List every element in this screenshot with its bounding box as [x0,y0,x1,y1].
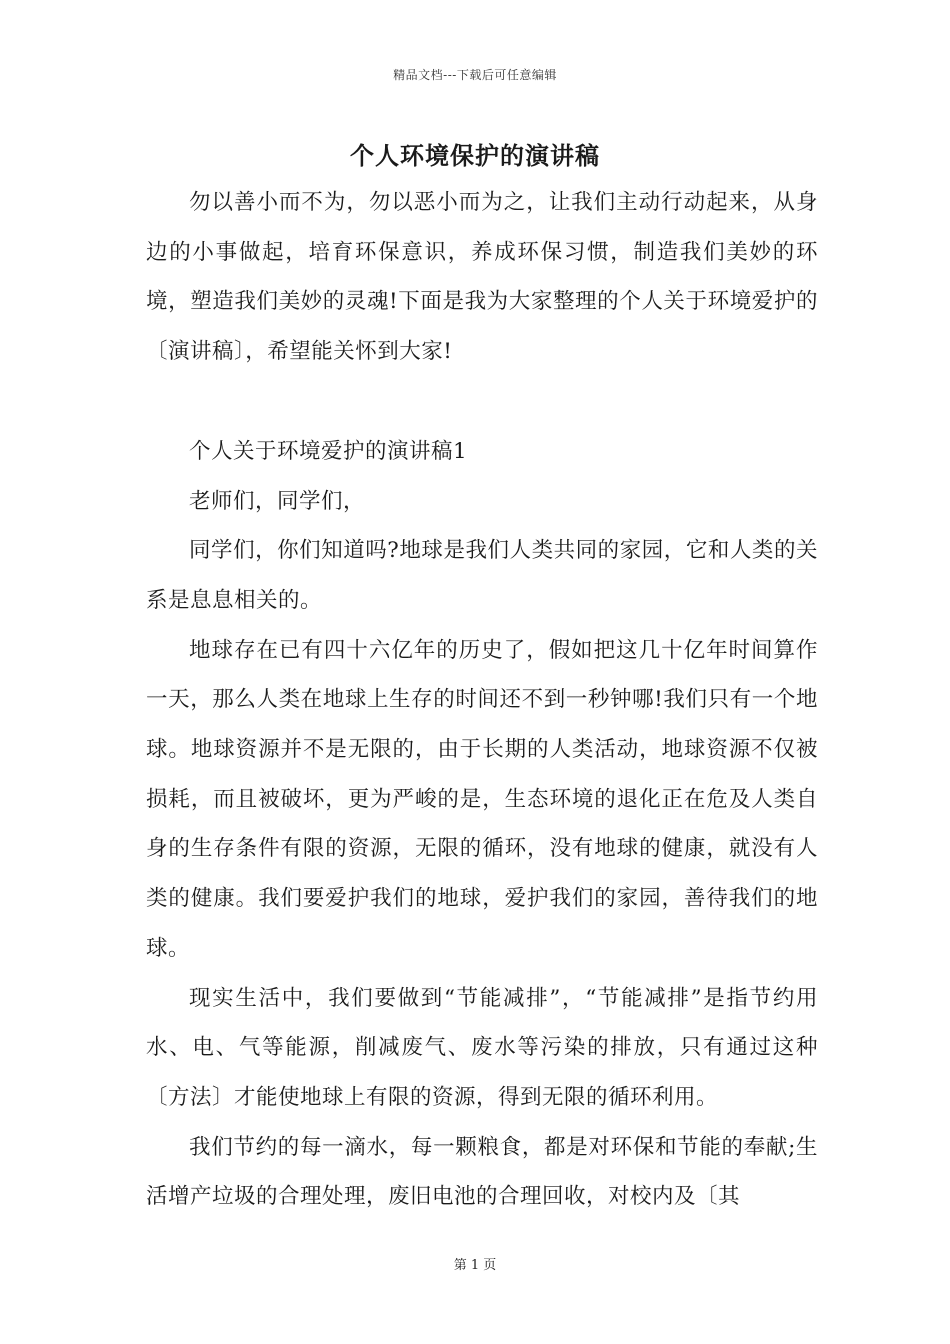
body-paragraph: 现实生活中，我们要做到“节能减排”，“节能减排”是指节约用水、电、气等能源，削减废气、废水等污染的排放，只有通过这种〔方法〕才能使地球上有限的资源，得到无限的循环利用。 [146,985,818,1110]
page-number-footer: 第 1 页 [453,1258,497,1273]
document-body [146,178,818,1222]
document-header-note: 精品文档---下载后可任意编辑 [393,68,557,82]
intro-paragraph: 勿以善小而不为，勿以恶小而为之，让我们主动行动起来，从身边的小事做起，培育环保意识，养成环保习惯，制造我们美妙的环境，塑造我们美妙的灵魂!下面是我为大家整理的个人关于环境爱护的〔演讲稿〕，希望能关怀到大家! [146,190,818,365]
paragraph-spacer [146,377,818,427]
document-title: 个人环境保护的演讲稿 [350,141,600,170]
section-heading: 个人关于环境爱护的演讲稿1 [189,438,468,464]
body-paragraph: 同学们，你们知道吗?地球是我们人类共同的家园，它和人类的关系是息息相关的。 [146,538,818,613]
body-paragraph: 我们节约的每一滴水，每一颗粮食，都是对环保和节能的奉献;生活增产垃圾的合理处理，废旧电池的合理回收，对校内及〔其 [146,1134,818,1210]
body-paragraph: 地球存在已有四十六亿年的历史了，假如把这几十亿年时间算作一天，那么人类在地球上生存的时间还不到一秒钟哪!我们只有一个地球。地球资源并不是无限的，由于长期的人类活动，地球资源不仅被损耗，而且被破坏，更为严峻的是，生态环境的退化正在危及人类自身的生存条件有限的资源，无限的循环，没有地球的健康，就没有人类的健康。我们要爱护我们的地球，爱护我们的家园，善待我们的地球。 [146,637,818,961]
greeting-line: 老师们，同学们， [189,488,366,514]
